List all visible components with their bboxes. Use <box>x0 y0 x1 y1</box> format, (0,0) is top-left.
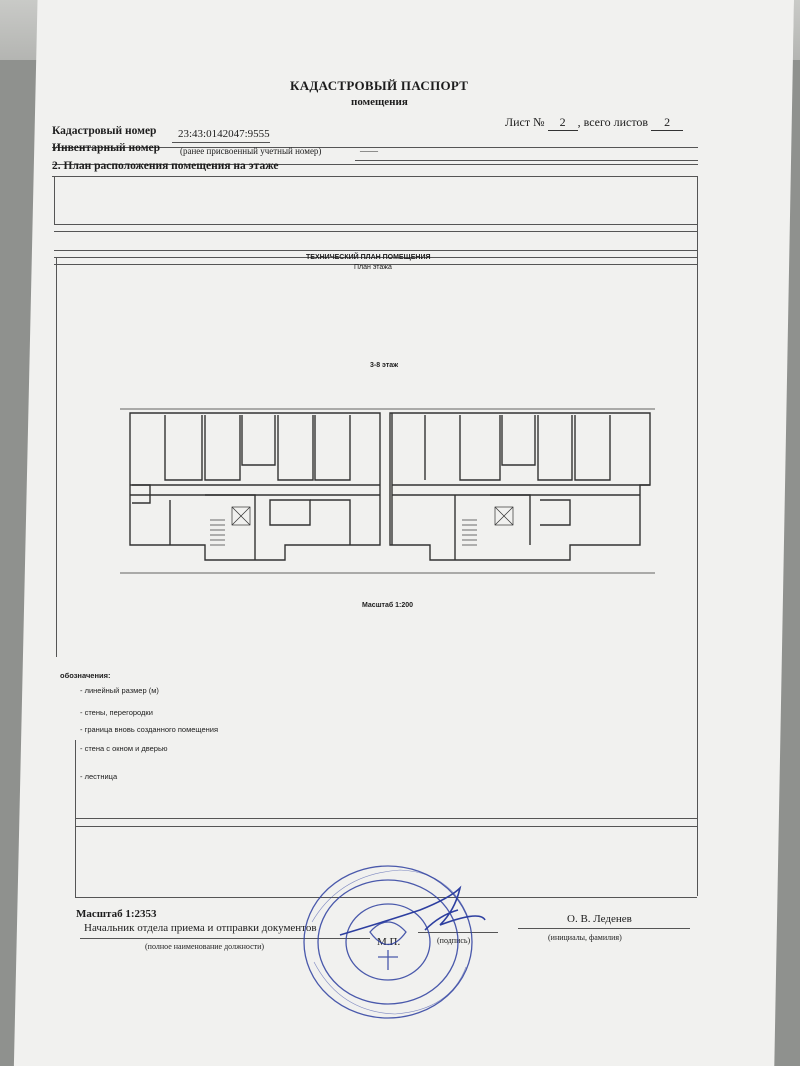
document-subtitle: помещения <box>351 96 408 108</box>
frame-rule-a <box>54 224 697 225</box>
footer-mp: М.П. <box>377 936 401 948</box>
floor-plan-drawing <box>110 395 660 590</box>
legend-item-dimension: - линейный размер (м) <box>80 686 159 695</box>
sheet-info: Лист № 2 , всего листов 2 <box>505 115 683 131</box>
frame-rule-b <box>54 231 697 232</box>
name-underline <box>518 928 690 929</box>
plan-frame-left <box>56 257 57 657</box>
signature-scribble <box>330 880 490 950</box>
inventory-label: Инвентарный номер <box>52 142 161 154</box>
sheet-number: 2 <box>548 115 578 131</box>
section-title: 2. План расположения помещения на этаже <box>52 160 279 172</box>
cadastral-label: Кадастровый номер <box>52 125 157 137</box>
floor-plan <box>110 395 660 590</box>
footer-scale: Масштаб 1:2353 <box>76 908 157 920</box>
frame-left-top <box>54 176 55 224</box>
footer-position: Начальник отдела приема и отправки документов <box>84 922 317 934</box>
cadastral-number: 23:43:0142047:9555 <box>178 128 270 140</box>
frame-rule-g <box>75 826 697 827</box>
rule-4 <box>52 176 698 177</box>
plan-header: ТЕХНИЧЕСКИЙ ПЛАН ПОМЕЩЕНИЯ <box>306 254 431 261</box>
legend-heading: обозначения: <box>60 671 111 680</box>
legend-item-walls: - стены, перегородки <box>80 708 153 717</box>
document-title: КАДАСТРОВЫЙ ПАСПОРТ <box>290 78 469 93</box>
frame-rule-f <box>75 818 697 819</box>
inventory-value: —— <box>360 146 378 156</box>
plan-subheader: План этажа <box>354 264 392 271</box>
plan-scale: Масштаб 1:200 <box>362 602 414 609</box>
total-sheets: 2 <box>651 115 683 131</box>
total-label: всего листов <box>583 115 649 129</box>
floor-label: 3-8 этаж <box>370 362 399 369</box>
sheet-label: Лист № <box>505 115 545 129</box>
legend-item-boundary: - граница вновь созданного помещения <box>80 725 219 734</box>
inventory-note: (ранее присвоенный учетный номер) <box>180 146 322 156</box>
frame-rule-c <box>54 250 697 251</box>
footer-signature-caption: (подпись) <box>437 936 471 945</box>
cadastral-underline <box>172 142 270 143</box>
plan-frame-left-lower <box>75 740 76 898</box>
footer-name-caption: (инициалы, фамилия) <box>548 933 622 942</box>
legend-item-stairs: - лестница <box>80 772 118 781</box>
footer-position-caption: (полное наименование должности) <box>145 942 265 951</box>
frame-right <box>697 176 698 896</box>
footer-name: О. В. Леденев <box>567 913 632 925</box>
rule-2 <box>355 160 698 161</box>
legend-item-window-door: - стена с окном и дверью <box>80 744 168 753</box>
